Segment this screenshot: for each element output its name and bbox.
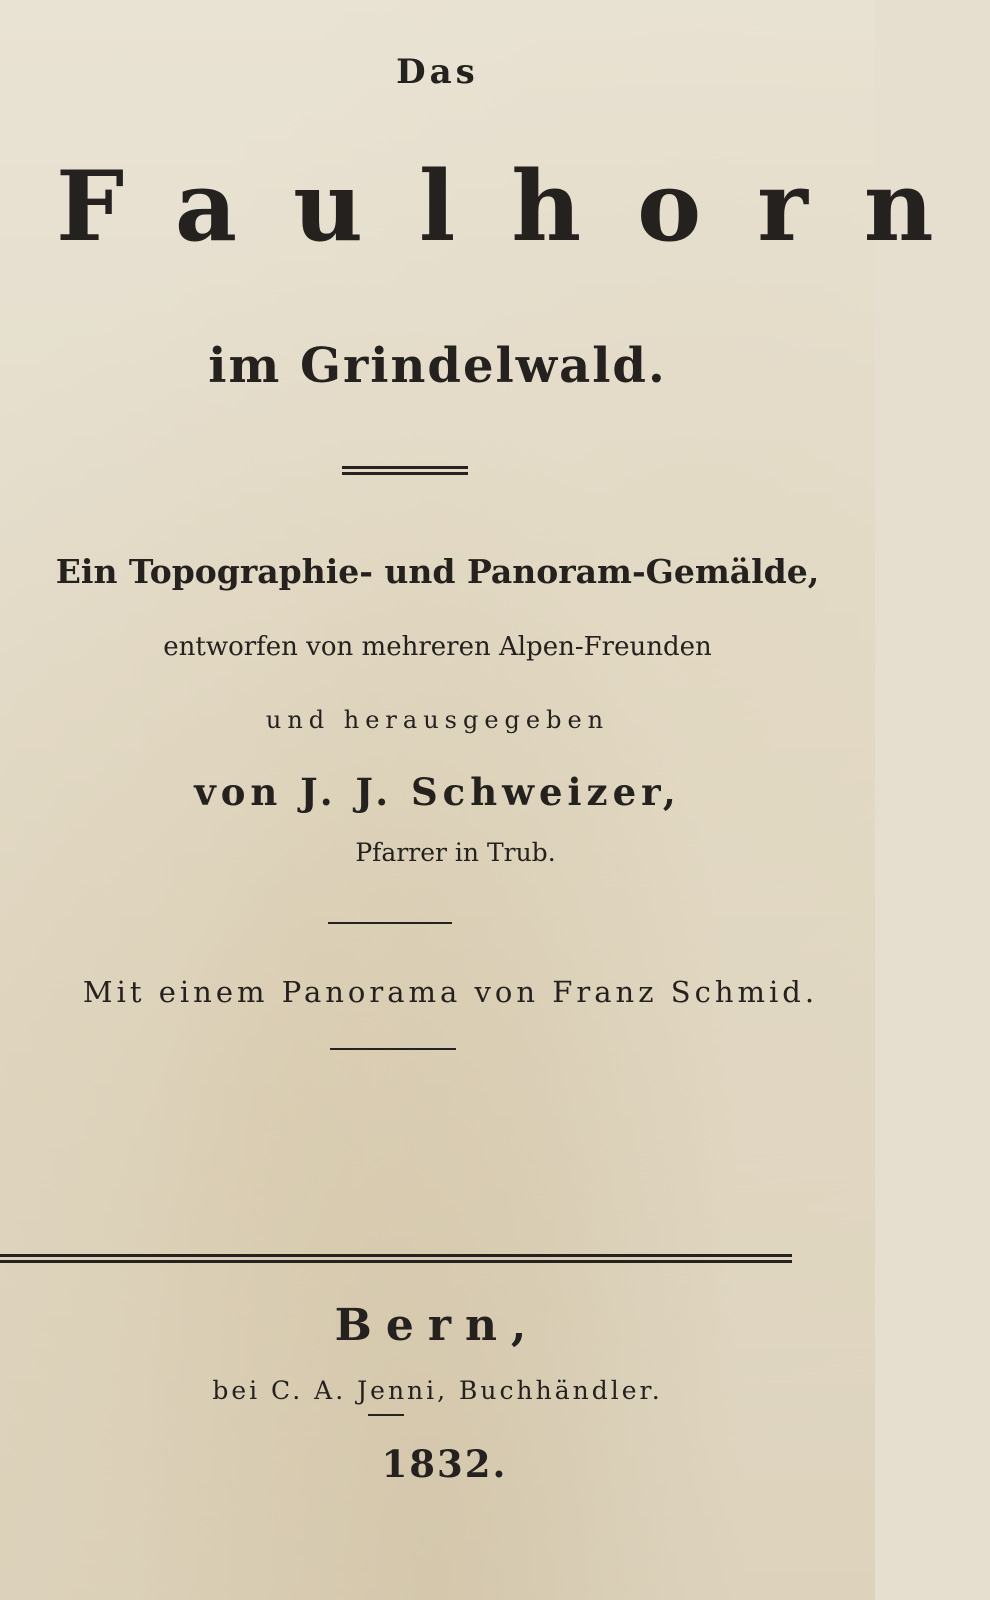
publication-place: Bern, (334, 1300, 541, 1351)
editor-name: von J. J. Schweizer, (194, 770, 681, 814)
main-title: Faulhorn (56, 150, 990, 263)
illustration-note: Mit einem Panorama von Franz Schmid. (82, 975, 819, 1009)
title-location: im Grindelwald. (208, 338, 667, 394)
divider-rule-1 (328, 922, 452, 924)
authorship-line: entworfen von mehreren Alpen-Freunden (163, 632, 712, 662)
divider-double-short (342, 466, 468, 469)
publisher: bei C. A. Jenni, Buchhändler. (212, 1376, 663, 1405)
divider-double-long (0, 1254, 792, 1257)
editor-intro: und herausgegeben (265, 706, 610, 734)
divider-rule-2 (330, 1048, 456, 1050)
editor-role: Pfarrer in Trub. (355, 838, 556, 867)
title-article: Das (396, 52, 479, 92)
subtitle: Ein Topographie- und Panoram-Gemälde, (55, 552, 820, 591)
divider-rule-short (368, 1414, 404, 1416)
publication-year: 1832. (381, 1442, 508, 1486)
